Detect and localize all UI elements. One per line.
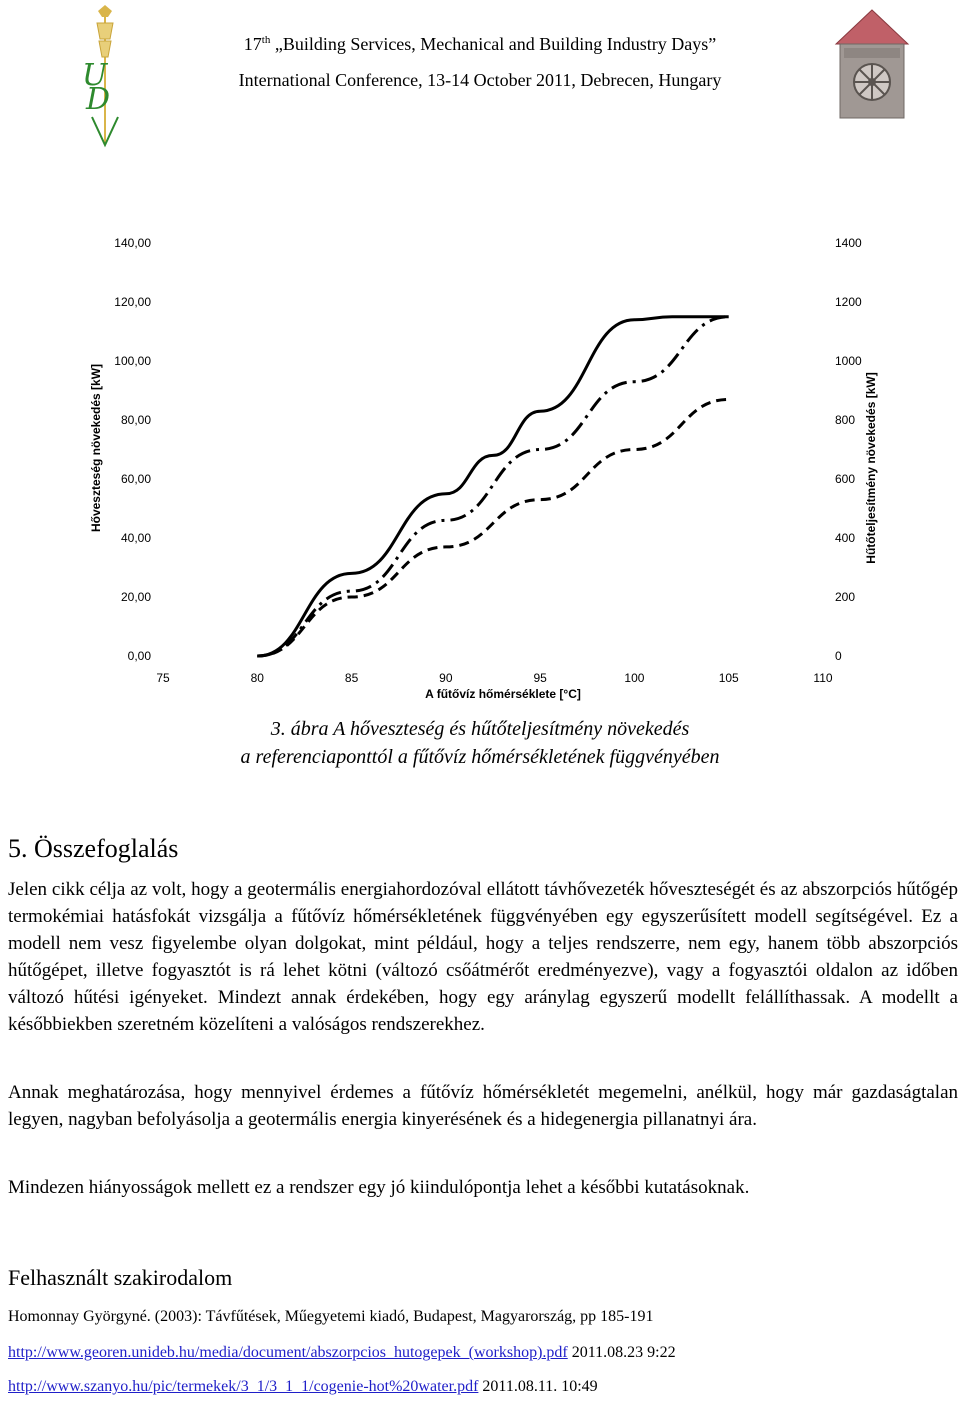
paragraph-summary: Jelen cikk célja az volt, hogy a geotermális energiahordozóval ellátott távhővezeték hőveszteségét és az abszorpciós hűtőgép termokémiai hatásfokát vizsgálja a fűtővíz hőmérsékletének függvényében egy egyszerűsített modell segítségével. Ez a modell nem vesz figyelembe olyan dolgokat, mint például, hogy a teljes rendszerre, nem egy, hanem több abszorpciós hűtőgépet, illetve fogyasztót is rá lehet kötni (változó csőátmérőt eredményezve), vagy a fogyasztói oldalon az időben változó hűtési igényeket. Mindezt annak érdekében, hogy egy aránylag egyszerű modellt felállíthassak. A modellt a későbbiekben szeretném közelíteni a valóságos rendszerekhez. bbox=[8, 879, 958, 1035]
right-axis-ticks bbox=[835, 236, 862, 663]
y-tick-label: 100,00 bbox=[114, 354, 151, 368]
series-line-dashdot bbox=[257, 317, 728, 656]
x-tick-label: 95 bbox=[533, 671, 547, 685]
y-tick-label: 20,00 bbox=[120, 590, 151, 604]
figure-caption-line1: 3. ábra A hőveszteség és hűtőteljesítmény növekedés bbox=[270, 718, 690, 740]
references-heading: Felhasznált szakirodalom bbox=[8, 1265, 233, 1290]
conference-name: „Building Services, Mechanical and Building Industry Days” bbox=[270, 34, 717, 54]
x-axis-ticks bbox=[156, 671, 833, 685]
y-axis-title: Hőveszteség növekedés [kW] bbox=[89, 363, 103, 533]
y-tick-label: 80,00 bbox=[120, 413, 151, 427]
svg-text:U: U bbox=[82, 58, 108, 93]
conference-title bbox=[160, 34, 800, 55]
y2-tick-label: 1000 bbox=[835, 354, 862, 368]
y2-tick-label: 200 bbox=[835, 590, 856, 604]
paragraph-conclusion: Mindezen hiányosságok mellett ez a rendszer egy jó kiindulópontja lehet a későbbi kutatásoknak. bbox=[8, 1177, 750, 1198]
y-tick-label: 40,00 bbox=[120, 531, 151, 545]
y-tick-label: 140,00 bbox=[114, 236, 151, 250]
series-line-dashed bbox=[257, 399, 728, 656]
x-tick-label: 110 bbox=[813, 671, 833, 685]
figure-caption-line2: a referenciaponttól a fűtővíz hőmérsékletének függvényében bbox=[240, 746, 720, 768]
reference-item bbox=[8, 1378, 598, 1396]
y2-tick-label: 0 bbox=[835, 649, 842, 663]
chart-series bbox=[257, 317, 728, 656]
svg-text:D: D bbox=[86, 82, 111, 117]
ordinal-suffix: th bbox=[261, 34, 271, 46]
y2-tick-label: 800 bbox=[835, 413, 856, 427]
x-tick-label: 100 bbox=[624, 671, 645, 685]
section-heading: 5. Összefoglalás bbox=[8, 834, 179, 863]
left-axis-ticks bbox=[114, 236, 151, 663]
reference-link[interactable]: http://www.szanyo.hu/pic/termekek/3_1/3_1_1/cogenie-hot%20water.pdf bbox=[8, 1378, 479, 1395]
temperature-chart bbox=[70, 228, 900, 708]
x-tick-label: 80 bbox=[250, 671, 264, 685]
x-tick-label: 105 bbox=[718, 671, 739, 685]
x-tick-label: 90 bbox=[439, 671, 453, 685]
y2-tick-label: 400 bbox=[835, 531, 856, 545]
y2-axis-title: Hűtőteljesítmény növekedés [kW] bbox=[864, 372, 878, 564]
x-tick-label: 75 bbox=[156, 671, 170, 685]
y2-tick-label: 1200 bbox=[835, 295, 862, 309]
y2-tick-label: 600 bbox=[835, 472, 856, 486]
y-tick-label: 60,00 bbox=[120, 472, 151, 486]
reference-link[interactable]: http://www.georen.unideb.hu/media/document/abszorpcios_hutogepek_(workshop).pdf bbox=[8, 1344, 568, 1361]
y2-tick-label: 1400 bbox=[835, 236, 862, 250]
y-tick-label: 120,00 bbox=[114, 295, 151, 309]
conference-details: International Conference, 13-14 October 2011, Debrecen, Hungary bbox=[238, 70, 722, 90]
reference-date: 2011.08.23 9:22 bbox=[567, 1344, 676, 1361]
university-logo bbox=[70, 5, 140, 150]
paragraph-pricing: Annak meghatározása, hogy mennyivel érdemes a fűtővíz hőmérsékletét megemelni, anélkül, hogy már gazdaságtalan legyen, nagyban befolyásolja a geotermális energia kinyerésének és a hidegenergia pillanatnyi ára. bbox=[8, 1082, 958, 1130]
ordinal-number: 17 bbox=[243, 34, 262, 54]
x-axis-title: A fűtővíz hőmérséklete [°C] bbox=[425, 687, 581, 701]
reference-item bbox=[8, 1344, 676, 1362]
x-tick-label: 85 bbox=[344, 671, 359, 685]
y-tick-label: 0,00 bbox=[127, 649, 151, 663]
faculty-logo bbox=[830, 8, 915, 120]
reference-item: Homonnay Györgyné. (2003): Távfűtések, Műegyetemi kiadó, Budapest, Magyarország, pp 185-191 bbox=[8, 1308, 654, 1325]
reference-date: 2011.08.11. 10:49 bbox=[478, 1378, 598, 1395]
